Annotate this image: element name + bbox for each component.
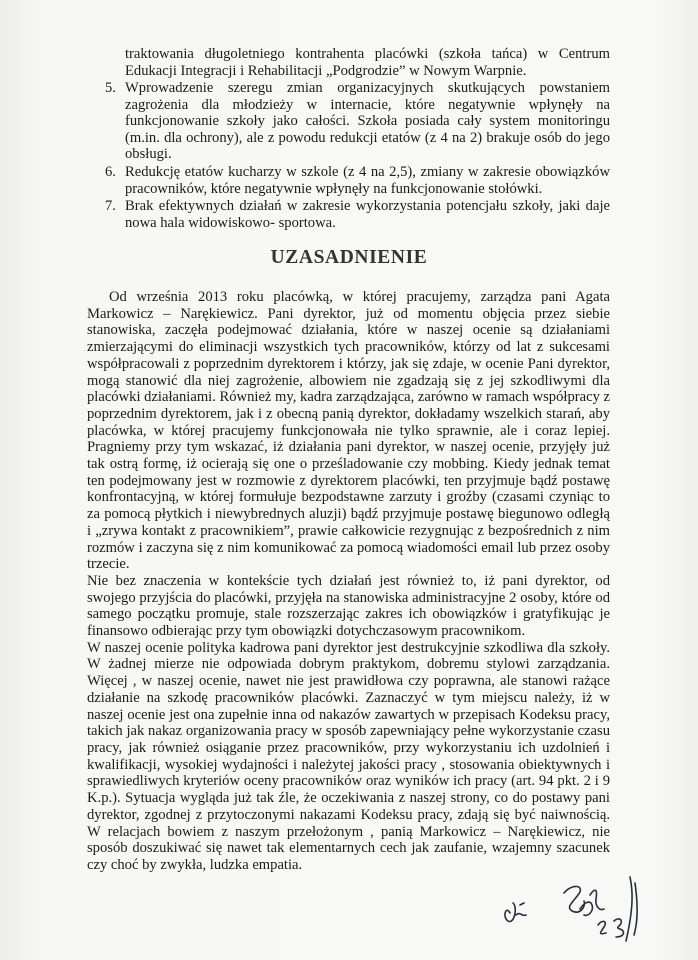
- list-item-number: 5.: [105, 80, 116, 96]
- continuation-text: traktowania długoletniego kontrahenta placówki (szkoła tańca) w Centrum Edukacji Integracji i Rehabilitacji „Podgrodzie” w Nowym Warpnie.: [125, 46, 610, 79]
- list-item: [105, 80, 610, 163]
- list-item-text: Wprowadzenie szeregu zmian organizacyjnych skutkujących powstaniem zagrożenia dla młodzieży w internacie, które negatywnie wpłynęły na funkcjonowanie szkoły jako całości. Szkoła posiada cały system monitoringu (m.in. dla ochrony), ale z powodu redukcji etatów (z 4 na 2) brakuje osób do jego obsługi.: [125, 80, 610, 163]
- list-item: [105, 198, 610, 231]
- handwritten-signature: [480, 865, 680, 960]
- list-item-text: Brak efektywnych działań w zakresie wykorzystania potencjału szkoły, jaki daje nowa hala widowiskowo- sportowa.: [125, 198, 610, 231]
- paragraph: Nie bez znaczenia w kontekście tych działań jest również to, iż pani dyrektor, od swojego przyjścia do placówki, przyjęła na stanowiska administracyjne 2 osoby, które od samego początku promuje, stale rozszerzając zakres ich obowiązków i gratyfikując je finansowo odbierając przy tym obowiązki dotychczasowym pracownikom.: [87, 572, 610, 640]
- numbered-list: [105, 80, 610, 232]
- paragraph: Od września 2013 roku placówką, w której pracujemy, zarządza pani Agata Markowicz – Narękiewicz. Pani dyrektor, już od momentu objęcia przez siebie stanowiska, zaczęła podejmować działania, które w naszej ocenie są działaniami zmierzającymi do eliminacji wszystkich tych pracowników, którzy od lat z sukcesami współpracowali z poprzednim dyrektorem i którzy, jak się zdaje, w ocenie Pani dyrektor, mogą stanowić dla niej zagrożenie, albowiem nie zgadzają się z jej szkodliwymi dla placówki działaniami. Również my, kadra zarządzająca, zarówno w ramach współpracy z poprzednim dyrektorem, jak i z obecną panią dyrektor, dokładamy wszelkich starań, aby placówka, w której pracujemy funkcjonowała nie tylko sprawnie, ale i coraz lepiej. Pragniemy przy tym wskazać, iż działania pani dyrektor, w naszej ocenie, przyjęły już tak ostrą formę, iż ocierają się one o prześladowanie czy mobbing. Kiedy jednak temat ten podejmowany jest w rozmowie z dyrektorem placówki, ten przyjmuje bądź postawę konfrontacyjną, w której formułuje bezpodstawne zarzuty i groźby (czasami czyniąc to za pomocą płytkich i niewybrednych aluzji) bądź przyjmuje postawę biegunowo odległą i „zrywa kontakt z pracownikiem”, prawie całkowicie rezygnując z bezpośrednich z nim rozmów i zaczyna się z nim komunikować za pomocą wiadomości email lub przez osoby trzecie.: [87, 289, 610, 573]
- section-heading: UZASADNIENIE: [270, 247, 428, 268]
- paragraph: W naszej ocenie polityka kadrowa pani dyrektor jest destrukcyjnie szkodliwa dla szkoły. W żadnej mierze nie odpowiada dobrym praktykom, dobremu stylowi zarządzania. Więcej , w naszej ocenie, nawet nie jest prawidłowa czy poprawna, ale stanowi rażące działanie na szkodę pracowników placówki. Zaznaczyć w tym miejscu należy, iż w naszej ocenie jest ona zupełnie inna od nakazów zawartych w przepisach Kodeksu pracy, takich jak nakaz organizowania pracy w sposób zapewniający pełne wykorzystanie czasu pracy, jak również osiąganie przez pracowników, przy wykorzystaniu ich uzdolnień i kwalifikacji, wysokiej wydajności i należytej jakości pracy , stosowania obiektywnych i sprawiedliwych kryteriów oceny pracowników oraz wyników ich pracy (art. 94 pkt. 2 i 9 K.p.). Sytuacja wygląda już tak źle, że oczekiwania z naszej strony, co do postawy pani dyrektor, zgodnej z przytoczonymi nakazami Kodeksu pracy, zdają się być naiwnością. W relacjach bowiem z naszym przełożonym , panią Markowicz – Narękiewicz, nie sposób doszukiwać się nawet tak elementarnych cech jak zaufanie, wzajemny szacunek czy choć by zwykła, ludzka empatia.: [87, 639, 610, 873]
- list-item-number: 6.: [105, 163, 116, 180]
- justification-body: [87, 289, 610, 874]
- list-item: [105, 163, 610, 197]
- list-item-text: Redukcję etatów kucharzy w szkole (z 4 na 2,5), zmiany w zakresie obowiązków pracowników, które negatywnie wpłynęły na funkcjonowanie stołówki.: [125, 163, 610, 197]
- list-item-number: 7.: [105, 198, 116, 215]
